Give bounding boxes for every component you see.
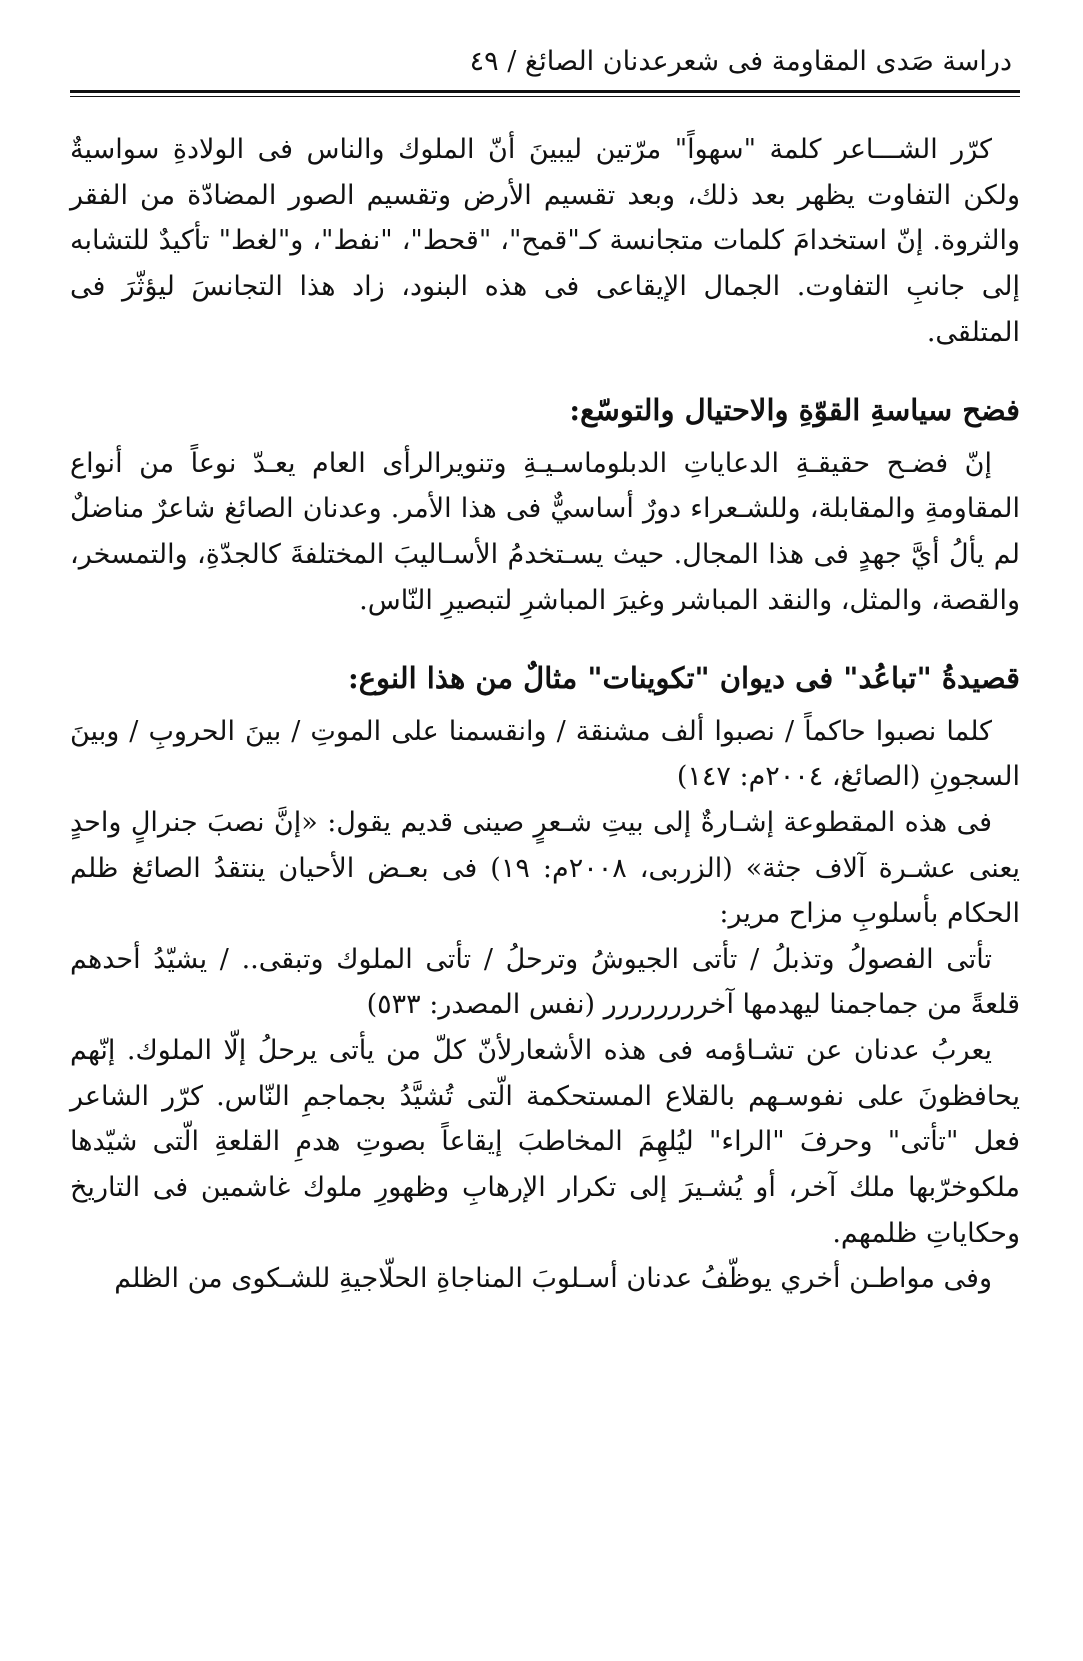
section-heading-poem-example: قصيدةُ "تباعُد" فى ديوان "تكوينات" مثالٌ من هذا النوع: [348, 661, 1020, 696]
poem-quote-2: تأتى الفصولُ وتذبلُ / تأتى الجيوشُ وترحلُ / تأتى الملوك وتبقى.. / يشيّدُ أحدهم قلعةً من جماجمنا ليهدمها آخرررررررر (نفس المصدر: ٥٣٣) [70, 943, 1020, 1021]
page-body [70, 127, 1020, 1302]
paragraph-exposing-power: إنّ فضـح حقيقـةِ الدعاياتِ الدبلوماسـيـةِ وتنويرالرأى العام يعـدّ نوعاً من أنواع المقاومةِ والمقابلة، وللشـعراء دورٌ أساسيٌّ فى هذا الأمر. وعدنان الصائغ شاعرٌ مناضلٌ لم يألُ أيَّ جهدٍ فى هذا المجال. حيث يسـتخدمُ الأسـاليبَ المختلفةَ كالجدّةِ، والتمسخر، والقصة، والمثل، والنقد المباشر وغيرَ المباشرِ لتبصيرِ النّاس. [70, 447, 1020, 616]
header-rule-thin [70, 96, 1020, 97]
section-heading-exposing-power: فضح سياسةِ القوّةِ والاحتيال والتوسّع: [569, 393, 1020, 428]
paragraph-repetition-analysis: كرّر الشـــاعر كلمة "سهواً" مرّتين ليبينَ أنّ الملوك والناس فى الولادةِ سواسيةٌ ولكن التفاوت يظهر بعد ذلك، وبعد تقسيم الأرض وتقسيم الصور المضادّة من الفقر والثروة. إنّ استخدامَ كلمات متجانسة كـ"قمح"، "قحط"، "نفط"، و"لغط" تأكيدٌ للتشابه إلى جانبِ التفاوت. الجمال الإيقاعى فى هذه البنود، زاد هذا التجانسَ ليؤثّرَ فى المتلقى. [70, 134, 1020, 348]
paragraph-chinese-verse: فى هذه المقطوعة إشـارةٌ إلى بيتِ شـعرٍ صينى قديم يقول: «إنَّ نصبَ جنرالٍ واحدٍ يعنى عشـرة آلاف جثة» (الزربى، ٢٠٠٨م: ١٩) فى بعـض الأحيان ينتقدُ الصائغ ظلم الحكام بأسلوبِ مزاح مرير: [70, 806, 1020, 930]
header-rule [70, 90, 1020, 93]
poem-quote-1: كلما نصبوا حاكماً / نصبوا ألف مشنقة / وانقسمنا على الموتِ / بينَ الحروبِ / وبينَ السجونِ (الصائغ، ٢٠٠٤م: ١٤٧) [70, 715, 1020, 793]
page [70, 40, 1020, 1302]
running-header: دراسة صَدى المقاومة فى شعرعدنان الصائغ / ٤٩ [469, 46, 1012, 77]
paragraph-pessimism: يعربُ عدنان عن تشـاؤمه فى هذه الأشعارلأنّ كلّ من يأتى يرحلُ إلّا الملوك. إنّهم يحافظونَ على نفوسـهم بالقلاع المستحكمة الّتى تُشيَّدُ بجماجمِ النّاس. كرّر الشاعر فعل "تأتى" وحرفَ "الراء" ليُلهِمَ المخاطبَ إيقاعاً بصوتِ هدمِ القلعةِ الّتى شيّدها ملكوخرّبها ملك آخر، أو يُشـيرَ إلى تكرار الإرهابِ وظهورِ ملوك غاشمين فى التاريخ وحكاياتِ ظلمهم. [70, 1035, 1020, 1249]
paragraph-hallaj-style: وفى مواطـن أخري يوظّفُ عدنان أسـلوبَ المناجاةِ الحلّاجيةِ للشـكوى من الظلم [114, 1263, 992, 1295]
